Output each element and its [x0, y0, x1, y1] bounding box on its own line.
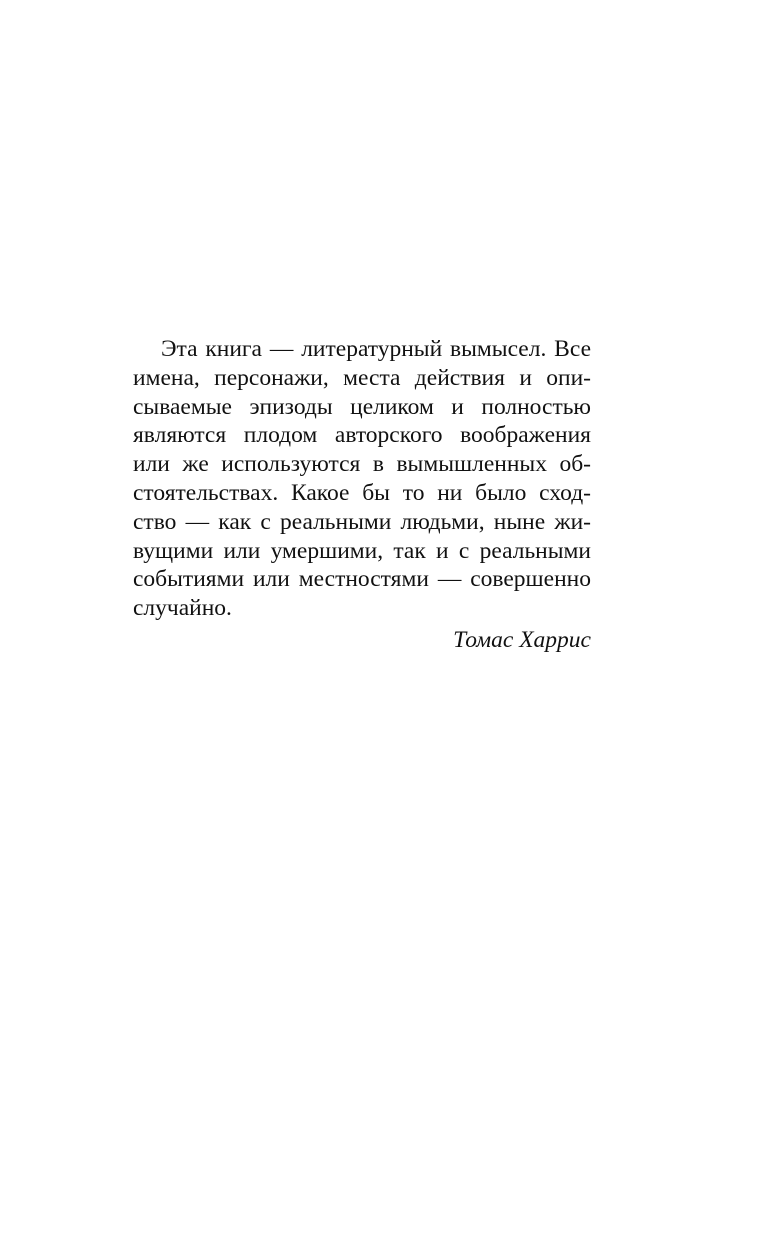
disclaimer-line: случайно. [133, 595, 232, 622]
disclaimer-line: стоятельствах. Какое бы то ни было сход- [133, 479, 591, 506]
disclaimer-line: являются плодом авторского воображения [133, 422, 591, 449]
disclaimer-line: вущими или умершими, так и с реальными [133, 537, 591, 564]
disclaimer-line: Эта книга — литературный вымысел. Все [161, 336, 591, 362]
author-signature: Томас Харрис [453, 626, 591, 653]
disclaimer-block [133, 335, 591, 655]
disclaimer-line: или же используются в вымышленных об- [133, 451, 591, 478]
disclaimer-line: имена, персонажи, места действия и опи- [133, 364, 591, 391]
disclaimer-line: сываемые эпизоды целиком и полностью [133, 393, 591, 420]
disclaimer-line: ство — как с реальными людьми, ныне жи- [133, 508, 591, 535]
disclaimer-line: событиями или местностями — совершенно [133, 566, 591, 593]
